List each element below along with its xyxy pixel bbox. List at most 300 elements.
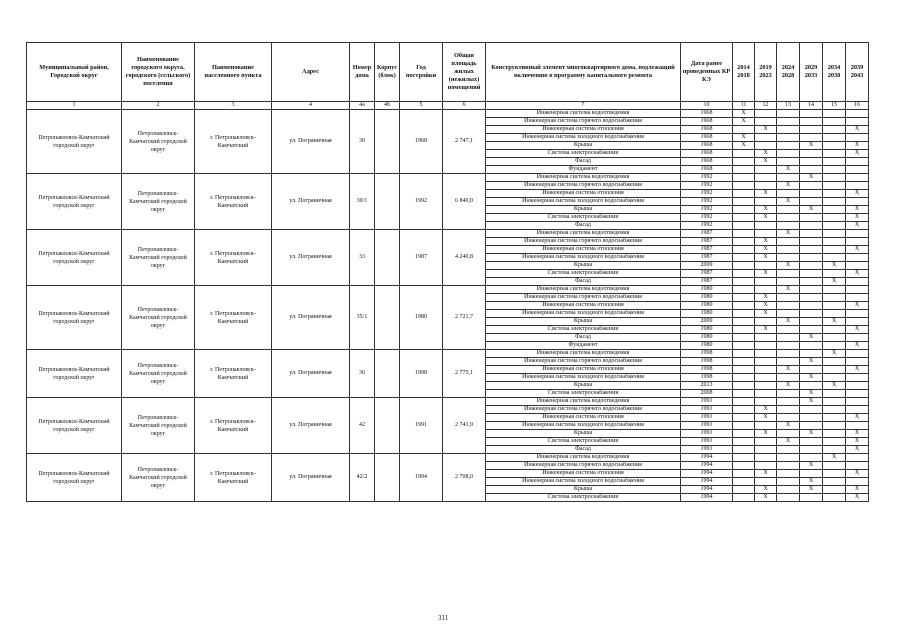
period-mark-cell: X [846,342,869,350]
period-mark-cell: X [823,278,846,286]
period-mark-cell [733,494,755,502]
period-mark-cell [846,294,869,302]
period-mark-cell [823,118,846,126]
settlement-cell: Петропавловск-Камчатский городской округ [122,110,195,174]
prev-date-cell: 1980 [681,342,733,350]
period-mark-cell [733,366,755,374]
settlement-cell: Петропавловск-Камчатский городской округ [122,350,195,398]
header-period-4: 2029 2033 [800,43,823,102]
period-mark-cell [733,238,755,246]
building-cell [375,286,400,350]
element-cell: Крыша [486,206,681,214]
period-mark-cell [800,150,823,158]
period-mark-cell: X [800,358,823,366]
period-mark-cell [823,342,846,350]
period-mark-cell [777,326,800,334]
period-mark-cell [823,486,846,494]
period-mark-cell [846,254,869,262]
period-mark-cell [823,470,846,478]
period-mark-cell [823,494,846,502]
period-mark-cell [800,230,823,238]
area-cell: 6 840,0 [443,174,486,230]
element-cell: Инженерная система горячего водоснабжения [486,118,681,126]
period-mark-cell [846,334,869,342]
period-mark-cell [800,302,823,310]
prev-date-cell: 2009 [681,318,733,326]
table-row [27,454,869,462]
table-row [27,350,869,358]
period-mark-cell [777,174,800,182]
house-number-cell: 33 [350,230,375,286]
district-cell: Петропавловск-Камчатский городской округ [27,230,122,286]
period-mark-cell [777,478,800,486]
header-settlement: Наименование городского округа, городского (сельского) поселения [122,43,195,102]
period-mark-cell [777,158,800,166]
period-mark-cell [755,478,777,486]
element-cell: Фасад [486,222,681,230]
period-mark-cell: X [800,206,823,214]
prev-date-cell: 1968 [681,118,733,126]
period-mark-cell: X [733,134,755,142]
period-mark-cell [777,302,800,310]
prev-date-cell: 1980 [681,302,733,310]
period-mark-cell [846,374,869,382]
period-mark-cell: X [777,182,800,190]
prev-date-cell: 1987 [681,278,733,286]
period-mark-cell [733,158,755,166]
locality-cell: г. Петропавловск-Камчатский [195,350,272,398]
period-mark-cell [777,486,800,494]
period-mark-cell [800,246,823,254]
house-number-cell: 36 [350,350,375,398]
year-built-cell: 1992 [400,174,443,230]
prev-date-cell: 1994 [681,486,733,494]
period-mark-cell [800,262,823,270]
locality-cell: г. Петропавловск-Камчатский [195,454,272,502]
prev-date-cell: 1992 [681,182,733,190]
period-mark-cell [823,174,846,182]
street-cell: ул. Пограничная [272,398,350,454]
period-mark-cell [823,190,846,198]
period-mark-cell: X [755,326,777,334]
period-mark-cell [823,126,846,134]
period-mark-cell [777,214,800,222]
period-mark-cell [733,246,755,254]
period-mark-cell: X [755,414,777,422]
period-mark-cell [777,494,800,502]
period-mark-cell: X [755,470,777,478]
period-mark-cell [755,446,777,454]
table-row [27,174,869,182]
element-cell: Фасад [486,334,681,342]
period-mark-cell [777,390,800,398]
year-built-cell: 1994 [400,454,443,502]
period-mark-cell [846,310,869,318]
header-prev-date: Дата ранее проведенных КР КЭ [681,43,733,102]
period-mark-cell [823,158,846,166]
column-number-cell: 4б [375,102,400,110]
table-row [27,110,869,118]
element-cell: Крыша [486,142,681,150]
period-mark-cell: X [755,214,777,222]
settlement-cell: Петропавловск-Камчатский городской округ [122,230,195,286]
period-mark-cell [733,310,755,318]
period-mark-cell [777,270,800,278]
period-mark-cell [777,222,800,230]
house-number-cell: 30/1 [350,174,375,230]
period-mark-cell [823,134,846,142]
period-mark-cell [777,278,800,286]
prev-date-cell: 1992 [681,198,733,206]
element-cell: Инженерная система отопления [486,246,681,254]
period-mark-cell [755,374,777,382]
period-mark-cell [733,414,755,422]
prev-date-cell: 1980 [681,294,733,302]
element-cell: Крыша [486,318,681,326]
prev-date-cell: 1998 [681,366,733,374]
period-mark-cell: X [800,142,823,150]
period-mark-cell [823,366,846,374]
period-mark-cell [733,446,755,454]
building-cell [375,350,400,398]
period-mark-cell [777,254,800,262]
period-mark-cell [755,422,777,430]
period-mark-cell: X [777,262,800,270]
period-mark-cell [733,374,755,382]
prev-date-cell: 1968 [681,142,733,150]
period-mark-cell [846,462,869,470]
period-mark-cell [800,254,823,262]
period-mark-cell [777,110,800,118]
header-period-3: 2024 2028 [777,43,800,102]
period-mark-cell [823,198,846,206]
period-mark-cell [755,118,777,126]
prev-date-cell: 1980 [681,334,733,342]
period-mark-cell [846,422,869,430]
period-mark-cell [846,398,869,406]
locality-cell: г. Петропавловск-Камчатский [195,110,272,174]
period-mark-cell: X [733,118,755,126]
locality-cell: г. Петропавловск-Камчатский [195,398,272,454]
period-mark-cell: X [755,246,777,254]
period-mark-cell [800,438,823,446]
period-mark-cell: X [755,294,777,302]
period-mark-cell [777,454,800,462]
period-mark-cell [823,222,846,230]
period-mark-cell [755,142,777,150]
prev-date-cell: 1991 [681,414,733,422]
period-mark-cell [733,454,755,462]
prev-date-cell: 1991 [681,446,733,454]
element-cell: Инженерная система горячего водоснабжения [486,294,681,302]
element-cell: Инженерная система отопления [486,470,681,478]
element-cell: Инженерная система отопления [486,414,681,422]
period-mark-cell: X [755,430,777,438]
period-mark-cell [755,454,777,462]
header-address: Адрес [272,43,350,102]
period-mark-cell: X [846,326,869,334]
period-mark-cell [800,470,823,478]
period-mark-cell [800,446,823,454]
period-mark-cell [777,142,800,150]
building-cell [375,398,400,454]
period-mark-cell [777,134,800,142]
building-cell [375,454,400,502]
house-number-cell: 42/2 [350,454,375,502]
prev-date-cell: 1994 [681,454,733,462]
period-mark-cell [800,454,823,462]
column-number-cell: 7 [486,102,681,110]
header-area: Общая площадь жилых (нежилых) помещений [443,43,486,102]
district-cell: Петропавловск-Камчатский городской округ [27,174,122,230]
year-built-cell: 1991 [400,398,443,454]
prev-date-cell: 1987 [681,246,733,254]
period-mark-cell: X [777,166,800,174]
period-mark-cell [777,374,800,382]
period-mark-cell [823,310,846,318]
period-mark-cell [800,238,823,246]
period-mark-cell [800,110,823,118]
prev-date-cell: 1968 [681,166,733,174]
element-cell: Инженерная система водоотведения [486,286,681,294]
element-cell: Инженерная система водоотведения [486,230,681,238]
header-row [27,43,869,102]
prev-date-cell: 1991 [681,422,733,430]
prev-date-cell: 2013 [681,382,733,390]
element-cell: Инженерная система водоотведения [486,398,681,406]
header-house-number: Номер дома [350,43,375,102]
period-mark-cell [800,190,823,198]
period-mark-cell: X [846,302,869,310]
period-mark-cell [800,414,823,422]
period-mark-cell: X [755,494,777,502]
element-cell: Фундамент [486,166,681,174]
element-cell: Крыша [486,486,681,494]
period-mark-cell [823,238,846,246]
prev-date-cell: 1994 [681,478,733,486]
period-mark-cell [846,238,869,246]
column-number-row [27,102,869,110]
period-mark-cell [777,350,800,358]
period-mark-cell: X [823,454,846,462]
period-mark-cell [823,326,846,334]
prev-date-cell: 1968 [681,150,733,158]
prev-date-cell: 1998 [681,374,733,382]
period-mark-cell [823,110,846,118]
element-cell: Система электроснабжения [486,326,681,334]
period-mark-cell [846,118,869,126]
period-mark-cell [755,278,777,286]
period-mark-cell: X [777,438,800,446]
settlement-cell: Петропавловск-Камчатский городской округ [122,398,195,454]
period-mark-cell [755,390,777,398]
area-cell: 2 747,1 [443,110,486,174]
period-mark-cell: X [800,334,823,342]
period-mark-cell: X [823,318,846,326]
period-mark-cell [846,182,869,190]
period-mark-cell [800,166,823,174]
period-mark-cell: X [800,486,823,494]
building-cell [375,174,400,230]
period-mark-cell: X [777,382,800,390]
period-mark-cell [755,110,777,118]
period-mark-cell [733,262,755,270]
period-mark-cell [777,206,800,214]
period-mark-cell [777,446,800,454]
period-mark-cell: X [846,142,869,150]
period-mark-cell [823,422,846,430]
period-mark-cell: X [846,438,869,446]
house-number-cell: 42 [350,398,375,454]
period-mark-cell [800,382,823,390]
period-mark-cell [755,286,777,294]
building-cell [375,230,400,286]
period-mark-cell [755,182,777,190]
prev-date-cell: 1991 [681,398,733,406]
element-cell: Фасад [486,158,681,166]
table-body [27,110,869,502]
period-mark-cell [733,174,755,182]
period-mark-cell [777,238,800,246]
period-mark-cell [755,382,777,390]
period-mark-cell [846,174,869,182]
period-mark-cell [823,390,846,398]
street-cell: ул. Пограничная [272,286,350,350]
element-cell: Инженерная система холодного водоснабжения [486,254,681,262]
period-mark-cell [823,358,846,366]
period-mark-cell [777,310,800,318]
period-mark-cell [823,206,846,214]
street-cell: ул. Пограничная [272,174,350,230]
table-row [27,230,869,238]
period-mark-cell [755,198,777,206]
header-district: Муниципальный район, Городской округ [27,43,122,102]
element-cell: Инженерная система отопления [486,366,681,374]
period-mark-cell [846,134,869,142]
period-mark-cell: X [846,414,869,422]
period-mark-cell [733,486,755,494]
period-mark-cell [800,118,823,126]
period-mark-cell [777,398,800,406]
period-mark-cell [777,126,800,134]
period-mark-cell: X [800,478,823,486]
prev-date-cell: 1987 [681,238,733,246]
period-mark-cell [800,158,823,166]
period-mark-cell [846,454,869,462]
building-cell [375,110,400,174]
prev-date-cell: 1980 [681,286,733,294]
element-cell: Фасад [486,446,681,454]
period-mark-cell [733,190,755,198]
period-mark-cell: X [800,390,823,398]
period-mark-cell [755,222,777,230]
period-mark-cell [823,334,846,342]
period-mark-cell [755,358,777,366]
page-number: 311 [438,614,449,622]
period-mark-cell [823,302,846,310]
period-mark-cell [823,270,846,278]
period-mark-cell: X [846,486,869,494]
prev-date-cell: 2009 [681,262,733,270]
period-mark-cell: X [755,150,777,158]
period-mark-cell [733,182,755,190]
element-cell: Инженерная система холодного водоснабжения [486,422,681,430]
period-mark-cell [755,462,777,470]
settlement-cell: Петропавловск-Камчатский городской округ [122,454,195,502]
prev-date-cell: 1968 [681,158,733,166]
settlement-cell: Петропавловск-Камчатский городской округ [122,286,195,350]
district-cell: Петропавловск-Камчатский городской округ [27,398,122,454]
element-cell: Система электроснабжения [486,214,681,222]
prev-date-cell: 1994 [681,494,733,502]
period-mark-cell [733,478,755,486]
prev-date-cell: 1980 [681,326,733,334]
period-mark-cell [800,342,823,350]
period-mark-cell [733,350,755,358]
column-number-cell: 12 [755,102,777,110]
header-building: Корпус (блок) [375,43,400,102]
street-cell: ул. Пограничная [272,454,350,502]
period-mark-cell [823,254,846,262]
period-mark-cell [733,318,755,326]
period-mark-cell: X [755,126,777,134]
header-period-1: 2014 2018 [733,43,755,102]
period-mark-cell [755,134,777,142]
period-mark-cell: X [777,318,800,326]
column-number-cell: 14 [800,102,823,110]
period-mark-cell [777,334,800,342]
column-number-cell: 1 [27,102,122,110]
period-mark-cell: X [777,198,800,206]
period-mark-cell: X [755,486,777,494]
period-mark-cell: X [846,150,869,158]
period-mark-cell [846,406,869,414]
period-mark-cell [800,222,823,230]
element-cell: Система электроснабжения [486,150,681,158]
area-cell: 2 721,7 [443,286,486,350]
element-cell: Инженерная система отопления [486,190,681,198]
period-mark-cell [823,462,846,470]
period-mark-cell [777,342,800,350]
period-mark-cell [733,302,755,310]
period-mark-cell [733,462,755,470]
period-mark-cell: X [755,406,777,414]
header-element: Конструктивный элемент многоквартирного дома, подлежащий включению в программу капитального ремонта [486,43,681,102]
locality-cell: г. Петропавловск-Камчатский [195,286,272,350]
period-mark-cell: X [755,158,777,166]
element-cell: Инженерная система холодного водоснабжения [486,134,681,142]
period-mark-cell [755,166,777,174]
period-mark-cell [777,470,800,478]
element-cell: Крыша [486,382,681,390]
period-mark-cell [823,214,846,222]
column-number-cell: 13 [777,102,800,110]
period-mark-cell [733,222,755,230]
district-cell: Петропавловск-Камчатский городской округ [27,350,122,398]
prev-date-cell: 1998 [681,358,733,366]
element-cell: Инженерная система отопления [486,126,681,134]
period-mark-cell [800,406,823,414]
period-mark-cell: X [800,174,823,182]
header-period-2: 2019 2023 [755,43,777,102]
element-cell: Инженерная система горячего водоснабжения [486,358,681,366]
street-cell: ул. Пограничная [272,110,350,174]
locality-cell: г. Петропавловск-Камчатский [195,230,272,286]
period-mark-cell [733,198,755,206]
settlement-cell: Петропавловск-Камчатский городской округ [122,174,195,230]
period-mark-cell [733,126,755,134]
period-mark-cell: X [846,206,869,214]
